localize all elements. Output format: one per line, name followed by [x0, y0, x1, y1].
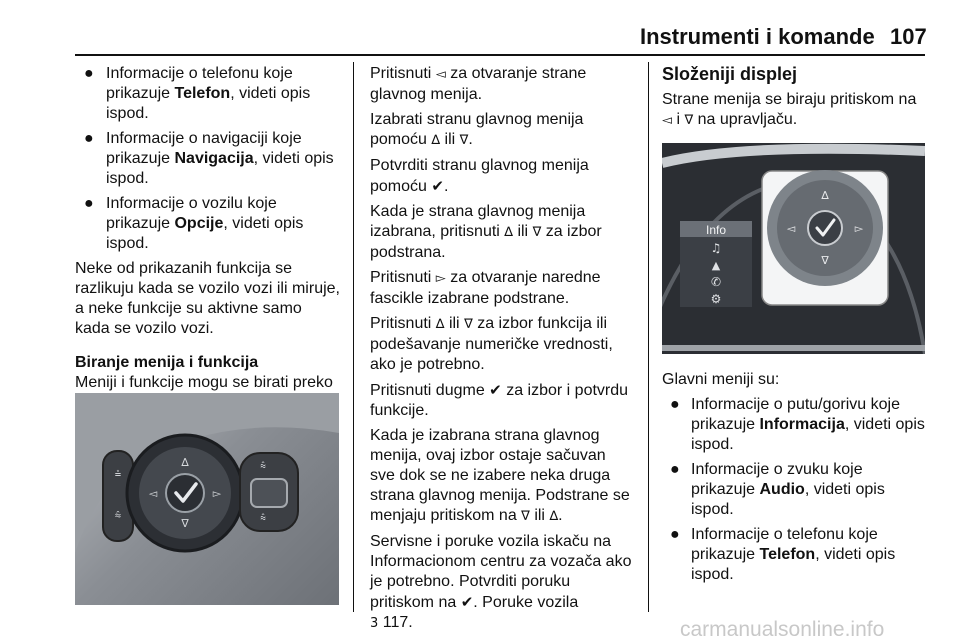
- subheading-menu-selection: Biranje menija i funkcija: [75, 354, 259, 371]
- text: Izabrati stranu glavnog menija pomoću: [370, 111, 584, 148]
- right-arrow-icon: ▻: [435, 271, 446, 286]
- check-icon: ✔: [460, 593, 474, 611]
- bullet-bold: Opcije: [174, 215, 224, 232]
- bullet-text-end: , videti opis ispod.: [691, 416, 925, 453]
- bullet-bold: Audio: [759, 481, 805, 498]
- main-menus-label: Glavni meniji su:: [662, 371, 780, 388]
- bullet-text: Informacije o telefonu koje prikazuje: [106, 65, 293, 102]
- bullet-text-end: , videti opis ispod.: [691, 481, 885, 518]
- column-right-lower: [662, 370, 930, 590]
- down-arrow-icon: ∇: [459, 133, 469, 148]
- bullet-icon: ●: [670, 526, 680, 543]
- display-illustration: [662, 143, 925, 354]
- up-arrow-icon: ∆: [431, 133, 441, 148]
- down-arrow-icon: ∇: [532, 225, 542, 240]
- text: ili: [440, 131, 460, 148]
- paragraph-main-page-memory: [370, 426, 635, 527]
- paragraph-intro: [662, 90, 930, 131]
- bullet-text: Informacije o telefonu koje prikazuje: [691, 526, 878, 563]
- svg-text:▻: ▻: [212, 487, 222, 500]
- svg-text:⩮: ⩮: [114, 467, 122, 480]
- section-heading: Složeniji displej: [662, 64, 798, 84]
- bullet-text-end: , videti opis ispod.: [106, 150, 334, 187]
- display-menu-info: Info: [705, 223, 727, 237]
- paragraph-vehicle-messages: [370, 532, 635, 634]
- text: .: [558, 507, 563, 524]
- bullet-text-end: , videti opis ispod.: [106, 215, 304, 252]
- column-divider-1: [353, 62, 354, 612]
- svg-text:⩯: ⩯: [260, 461, 266, 472]
- bullet-icon: ●: [84, 65, 94, 82]
- bullet-bold: Navigacija: [174, 150, 254, 167]
- paragraph-menu-selection: Meniji i funkcije mogu se birati preko: [75, 374, 333, 391]
- text: . Poruke vozila: [473, 594, 579, 611]
- svg-text:◅: ◅: [148, 487, 158, 500]
- text: .: [443, 178, 449, 195]
- page-reference-icon: 3: [370, 616, 379, 631]
- settings-icon: ⚙: [710, 292, 722, 306]
- text: za otvaranje naredne fascikle izabrane podstrane.: [370, 269, 601, 307]
- page-reference-link[interactable]: 117.: [382, 614, 413, 631]
- text: Servisne i poruke vozila iskaču na Informacionom centru za vozača ako je potrebno. Potvrditi poruku pritiskom na: [370, 533, 632, 611]
- steering-wheel-illustration: [75, 393, 339, 605]
- text: i: [672, 111, 685, 128]
- text: Strane menija se biraju pritiskom na: [662, 91, 917, 108]
- header-title: Instrumenti i komande: [640, 24, 875, 49]
- bullet-bold: Telefon: [174, 85, 231, 102]
- bullet-vehicle-info: [75, 194, 340, 254]
- watermark: carmanualsonline.info: [680, 618, 885, 641]
- column-right: [662, 64, 930, 136]
- text: Pritisnuti: [370, 269, 436, 286]
- paragraph-open-main-menu: [370, 64, 635, 105]
- down-arrow-icon: ∇: [521, 509, 530, 524]
- bullet-bold: Informacija: [759, 416, 845, 433]
- up-arrow-icon: ∆: [549, 509, 559, 524]
- down-arrow-icon: ∇: [464, 317, 473, 332]
- up-arrow-icon: ∆: [435, 317, 445, 332]
- check-icon: ✔: [431, 177, 444, 195]
- page-number: 107: [890, 24, 927, 49]
- phone-icon: ✆: [710, 275, 722, 289]
- paragraph-confirm-main-page: [370, 156, 635, 197]
- paragraph-driving-modes: Neke od prikazanih funkcija se razlikuju kada se vozilo vozi ili miruje, a neke funkcije su aktivne samo kada se vozilo vozi.: [75, 260, 340, 337]
- column-left: [75, 64, 340, 418]
- bullet-text: Informacije o zvuku koje prikazuje: [691, 461, 863, 498]
- svg-text:◅: ◅: [786, 222, 796, 235]
- bullet-text: Informacije o vozilu koje prikazuje: [106, 195, 277, 232]
- text: na upravljaču.: [693, 111, 798, 128]
- up-arrow-icon: ∆: [504, 225, 513, 240]
- music-icon: ♫: [710, 241, 722, 255]
- text: ili: [513, 223, 533, 240]
- bullet-navigation-info: [75, 129, 340, 189]
- paragraph-confirm-function: [370, 380, 635, 421]
- bullet-bold: Telefon: [759, 546, 816, 563]
- bullet-icon: ●: [670, 461, 680, 478]
- svg-text:∇: ∇: [821, 254, 829, 267]
- text: Pritisnuti: [370, 315, 436, 332]
- paragraph-open-next-folder: [370, 268, 635, 309]
- paragraph-choose-main-page: [370, 110, 635, 151]
- advanced-display-image: [662, 143, 925, 354]
- text: Potvrditi stranu glavnog menija pomoću: [370, 157, 589, 195]
- text: ili: [529, 507, 550, 524]
- column-middle: [370, 64, 635, 639]
- bullet-phone-info: [75, 64, 340, 124]
- bullet-icon: ●: [84, 130, 94, 147]
- bullet-text-end: , videti opis ispod.: [106, 85, 311, 122]
- text: za otvaranje strane glavnog menija.: [370, 65, 587, 103]
- text: Pritisnuti dugme: [370, 382, 490, 399]
- text: .: [468, 131, 473, 148]
- svg-text:⩯: ⩯: [114, 509, 122, 522]
- paragraph-choose-subpages: [370, 202, 635, 263]
- column-divider-2: [648, 62, 649, 612]
- text: za izbor podstrana.: [370, 223, 602, 261]
- bullet-trip-fuel-info: [662, 395, 930, 455]
- text: Pritisnuti: [370, 65, 436, 82]
- left-arrow-icon: ◅: [662, 113, 672, 128]
- bullet-icon: ●: [670, 396, 680, 413]
- text: Kada je strana glavnog menija izabrana, pritisnuti: [370, 203, 586, 240]
- text: ili: [444, 315, 465, 332]
- down-arrow-icon: ∇: [684, 113, 694, 128]
- check-icon: ✔: [489, 381, 502, 399]
- navigation-icon: ▲: [711, 259, 721, 272]
- bullet-text-end: , videti opis ispod.: [691, 546, 896, 583]
- svg-text:▻: ▻: [854, 222, 864, 235]
- left-arrow-icon: ◅: [435, 67, 446, 82]
- svg-text:∆: ∆: [821, 189, 829, 202]
- bullet-phone-info: [662, 525, 930, 585]
- svg-text:⩯: ⩯: [260, 513, 266, 524]
- steering-wheel-controls-image: [75, 393, 339, 605]
- bullet-text: Informacije o navigaciji koje prikazuje: [106, 130, 302, 167]
- svg-text:∆: ∆: [181, 456, 189, 469]
- bullet-text: Informacije o putu/gorivu koje prikazuje: [691, 396, 900, 433]
- text: za izbor funkcija ili podešavanje numeričke vrednosti, ako je potrebno.: [370, 315, 613, 373]
- paragraph-choose-functions: [370, 314, 635, 375]
- bullet-audio-info: [662, 460, 930, 520]
- bullet-icon: ●: [84, 195, 94, 212]
- svg-text:∇: ∇: [181, 517, 189, 530]
- text: za izbor i potvrdu funkcije.: [370, 382, 629, 419]
- header-divider: [75, 54, 925, 56]
- text: Kada je izabrana strana glavnog menija, ovaj izbor ostaje sačuvan sve dok se ne izabere neka druga strana glavnog menija. Podstrane se menjaju pritiskom na: [370, 427, 630, 524]
